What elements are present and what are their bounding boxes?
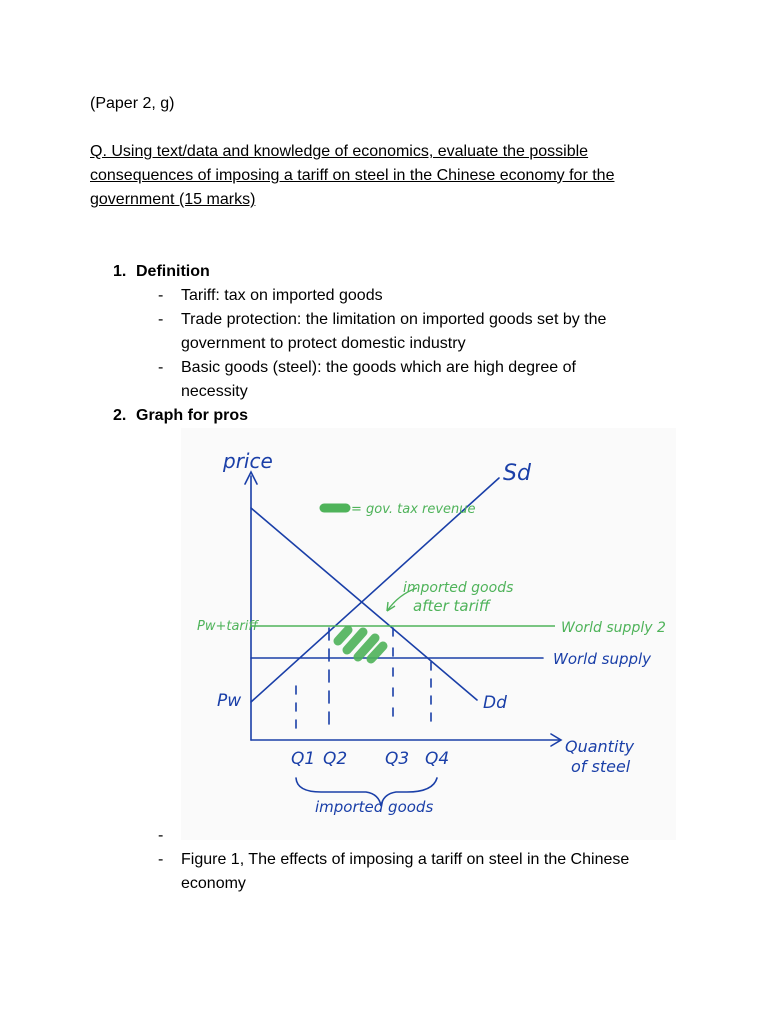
caption-dash: - bbox=[158, 851, 164, 868]
q1-label: Q1 bbox=[291, 749, 316, 769]
pw-label: Pw bbox=[217, 691, 242, 711]
imported-after-line-2: after tariff bbox=[413, 597, 490, 615]
question-line-3: government (15 marks) bbox=[90, 191, 256, 208]
tariff-graph bbox=[181, 428, 676, 840]
paper-reference: (Paper 2, g) bbox=[90, 95, 175, 112]
bullet-dash: - bbox=[158, 287, 164, 304]
figure-caption-line-1: Figure 1, The effects of imposing a tariff on steel in the Chinese bbox=[181, 851, 630, 868]
question-line-2: consequences of imposing a tariff on steel in the Chinese economy for the bbox=[90, 167, 615, 184]
bullet-trade-protection-line-2: government to protect domestic industry bbox=[181, 335, 466, 352]
legend-text: = gov. tax revenue bbox=[351, 502, 476, 517]
x-axis-label-line-2: of steel bbox=[571, 757, 631, 776]
q4-label: Q4 bbox=[425, 749, 450, 769]
pw-tariff-label: Pw+tariff bbox=[197, 619, 258, 634]
world-supply-label: World supply bbox=[553, 650, 652, 668]
bullet-dash: - bbox=[158, 311, 164, 328]
demand-label: Dd bbox=[483, 693, 507, 713]
section-2-number: 2. bbox=[113, 407, 127, 424]
bullet-basic-goods-line-1: Basic goods (steel): the goods which are high degree of bbox=[181, 359, 576, 376]
question-line-1: Q. Using text/data and knowledge of economics, evaluate the possible bbox=[90, 143, 589, 160]
world-supply-2-label: World supply 2 bbox=[561, 620, 666, 636]
bullet-tariff: Tariff: tax on imported goods bbox=[181, 287, 383, 304]
bullet-basic-goods-line-2: necessity bbox=[181, 383, 248, 400]
section-2-title: Graph for pros bbox=[136, 407, 249, 424]
supply-label: Sd bbox=[503, 461, 531, 486]
bullet-dash: - bbox=[158, 359, 164, 376]
bullet-trade-protection-line-1: Trade protection: the limitation on imported goods set by the bbox=[181, 311, 607, 328]
x-axis-label-line-1: Quantity bbox=[565, 737, 635, 756]
imported-goods-label: imported goods bbox=[315, 798, 434, 816]
empty-dash: - bbox=[158, 827, 164, 844]
section-1-title: Definition bbox=[136, 263, 210, 280]
y-axis-label: price bbox=[223, 449, 273, 473]
figure-caption-line-2: economy bbox=[181, 875, 246, 892]
q2-label: Q2 bbox=[323, 749, 348, 769]
imported-after-line-1: imported goods bbox=[403, 580, 514, 596]
section-1-number: 1. bbox=[113, 263, 127, 280]
q3-label: Q3 bbox=[385, 749, 410, 769]
